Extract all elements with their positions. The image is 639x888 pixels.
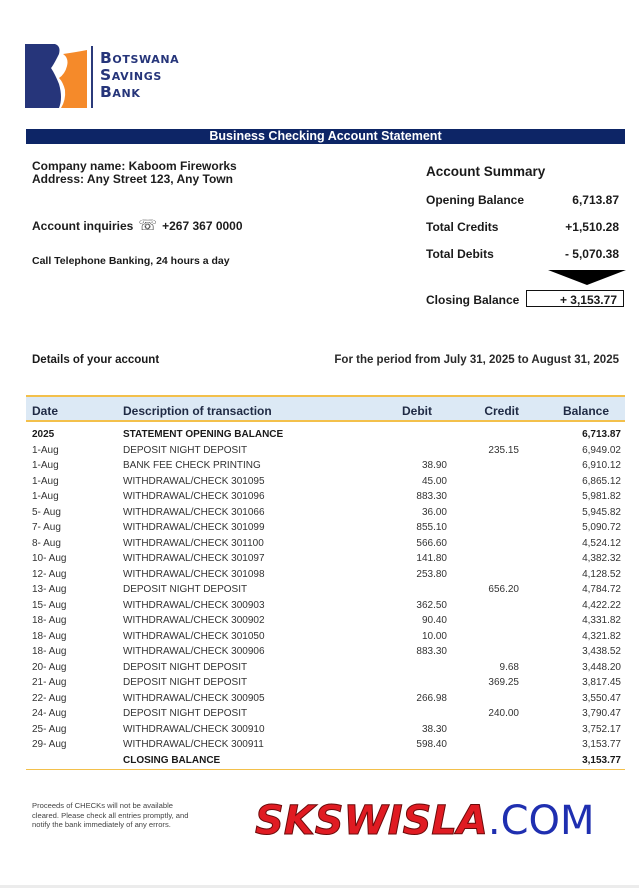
table-row: [26, 582, 625, 598]
cell-date: 1-Aug: [32, 460, 59, 471]
table-row: [26, 598, 625, 614]
cell-balance: 5,981.82: [582, 491, 621, 502]
cell-date: 2025: [32, 429, 55, 440]
bank-logo-mark-icon: [25, 44, 89, 110]
cell-balance: 3,752.17: [582, 723, 621, 735]
table-row: [26, 691, 625, 707]
cell-debit: 38.90: [421, 460, 447, 471]
bank-name: [100, 50, 179, 101]
header-credit: Credit: [484, 404, 519, 418]
cell-date: 22- Aug: [32, 692, 67, 704]
cell-date: 8- Aug: [32, 537, 61, 549]
cell-balance: 3,817.45: [582, 677, 621, 688]
table-row: [26, 443, 625, 459]
cell-date: 25- Aug: [32, 723, 67, 735]
details-label: Details of your account: [32, 354, 160, 366]
table-row: [26, 505, 625, 521]
cell-debit: 90.40: [421, 615, 447, 626]
cell-date: 29- Aug: [32, 739, 67, 750]
cell-description: WITHDRAWAL/CHECK 301050: [123, 630, 265, 642]
table-row: [26, 427, 625, 443]
bank-name-line: Savings: [100, 66, 162, 84]
cell-debit: 362.50: [416, 599, 447, 611]
cell-debit: 141.80: [416, 553, 447, 564]
cell-description: BANK FEE CHECK PRINTING: [123, 460, 261, 471]
cell-balance: 4,331.82: [582, 615, 621, 626]
cell-balance: 4,128.52: [582, 568, 621, 580]
cell-description: WITHDRAWAL/CHECK 300911: [123, 739, 264, 750]
table-row: [26, 753, 625, 769]
total-debits-label: Total Debits: [426, 247, 494, 261]
closing-balance-label: Closing Balance: [426, 293, 520, 307]
telephone-banking-note: Call Telephone Banking, 24 hours a day: [32, 255, 230, 267]
table-row: [26, 458, 625, 474]
cell-balance: 6,910.12: [582, 460, 621, 471]
cell-credit: 369.25: [488, 677, 519, 688]
cell-balance: 5,945.82: [582, 506, 621, 518]
cell-credit: 656.20: [488, 584, 519, 595]
cell-description: WITHDRAWAL/CHECK 300906: [123, 646, 265, 657]
cell-balance: 3,438.52: [582, 646, 621, 657]
cell-description: DEPOSIT NIGHT DEPOSIT: [123, 708, 248, 719]
cell-description: WITHDRAWAL/CHECK 300910: [123, 723, 265, 735]
cell-balance: 3,448.20: [582, 661, 621, 673]
cell-date: 12- Aug: [32, 568, 67, 580]
cell-credit: 235.15: [488, 444, 519, 456]
cell-description: WITHDRAWAL/CHECK 300905: [123, 692, 265, 704]
cell-credit: 9.68: [499, 661, 519, 673]
company-name: Company name: Kaboom Fireworks: [32, 159, 237, 173]
cell-description: WITHDRAWAL/CHECK 301066: [123, 506, 265, 518]
bank-name-line: Botswana: [100, 49, 180, 67]
cell-balance: 4,382.32: [582, 553, 621, 564]
table-row: [26, 474, 625, 490]
table-bottom-rule: [26, 769, 625, 770]
cell-balance: 4,784.72: [582, 584, 621, 595]
cell-balance: 4,422.22: [582, 599, 621, 611]
logo-divider: [91, 46, 93, 108]
footer-note-line: notify the bank immediately of any errors.: [32, 820, 171, 829]
cell-date: 15- Aug: [32, 599, 67, 611]
cell-debit: 45.00: [421, 475, 447, 487]
total-credits-value: +1,510.28: [565, 220, 619, 234]
inquiries-label: Account inquiries: [32, 219, 134, 233]
table-row: [26, 520, 625, 536]
cell-description: WITHDRAWAL/CHECK 301097: [123, 553, 265, 564]
cell-date: 18- Aug: [32, 630, 67, 642]
cell-balance: 6,713.87: [582, 429, 621, 440]
cell-debit: 266.98: [416, 692, 447, 704]
cell-description: WITHDRAWAL/CHECK 301100: [123, 537, 264, 549]
bank-name-line: Bank: [100, 83, 141, 101]
cell-debit: 36.00: [421, 506, 447, 518]
cell-date: 1-Aug: [32, 475, 59, 487]
opening-balance-label: Opening Balance: [426, 193, 525, 207]
cell-date: 5- Aug: [32, 506, 61, 518]
cell-debit: 566.60: [416, 537, 447, 549]
table-row: [26, 706, 625, 722]
cell-description: STATEMENT OPENING BALANCE: [123, 429, 284, 440]
cell-balance: 3,153.77: [582, 754, 621, 766]
cell-description: DEPOSIT NIGHT DEPOSIT: [123, 677, 248, 688]
table-row: [26, 722, 625, 738]
watermark: [255, 798, 595, 844]
phone-number[interactable]: +267 367 0000: [162, 219, 243, 233]
cell-description: WITHDRAWAL/CHECK 301099: [123, 522, 265, 533]
cell-date: 18- Aug: [32, 615, 67, 626]
footer-note-line: cleared. Please check all entries promptly, and: [32, 810, 189, 820]
cell-date: 10- Aug: [32, 553, 67, 564]
table-row: [26, 737, 625, 753]
cell-description: DEPOSIT NIGHT DEPOSIT: [123, 661, 248, 673]
statement-title: Business Checking Account Statement: [26, 129, 625, 144]
cell-date: 7- Aug: [32, 522, 61, 533]
down-arrow-icon: [548, 270, 626, 285]
cell-description: WITHDRAWAL/CHECK 301095: [123, 475, 265, 487]
header-balance: Balance: [562, 404, 609, 418]
statement-period: For the period from July 31, 2025 to August 31, 2025: [334, 354, 619, 366]
cell-description: WITHDRAWAL/CHECK 300903: [123, 599, 265, 611]
cell-balance: 6,949.02: [582, 444, 621, 456]
watermark-suffix: .COM: [487, 798, 595, 844]
cell-date: 18- Aug: [32, 646, 67, 657]
table-row: [26, 489, 625, 505]
opening-balance-value: 6,713.87: [572, 193, 619, 207]
table-row: [26, 675, 625, 691]
cell-debit: 855.10: [416, 522, 447, 533]
cell-description: DEPOSIT NIGHT DEPOSIT: [123, 584, 248, 595]
cell-description: WITHDRAWAL/CHECK 301098: [123, 568, 265, 580]
account-inquiries: [32, 219, 243, 233]
bank-logo: [25, 44, 215, 110]
cell-balance: 3,550.47: [582, 692, 621, 704]
table-row: [26, 567, 625, 583]
table-row: [26, 536, 625, 552]
table-row: [26, 644, 625, 660]
footer-note-line: Proceeds of CHECKs will not be available: [32, 801, 173, 810]
transactions-table: [26, 395, 625, 770]
header-description: Description of transaction: [123, 404, 272, 418]
account-summary-title: Account Summary: [426, 164, 546, 179]
total-credits-label: Total Credits: [426, 220, 499, 234]
cell-credit: 240.00: [488, 708, 519, 719]
telephone-icon: ☏: [138, 217, 158, 234]
cell-balance: 4,524.12: [582, 537, 621, 549]
cell-debit: 883.30: [416, 491, 447, 502]
cell-date: 1-Aug: [32, 444, 59, 456]
cell-balance: 4,321.82: [582, 630, 621, 642]
cell-debit: 253.80: [416, 568, 447, 580]
table-row: [26, 613, 625, 629]
cell-debit: 598.40: [416, 739, 447, 750]
table-row: [26, 551, 625, 567]
table-row: [26, 629, 625, 645]
cell-date: 21- Aug: [32, 677, 67, 688]
cell-debit: 38.30: [421, 723, 447, 735]
cell-description: WITHDRAWAL/CHECK 300902: [123, 615, 265, 626]
cell-date: 13- Aug: [32, 584, 67, 595]
watermark-main: SKSWISLA: [255, 798, 488, 844]
closing-balance-value: + 3,153.77: [559, 293, 617, 307]
header-date: Date: [32, 404, 59, 418]
cell-description: WITHDRAWAL/CHECK 301096: [123, 491, 265, 502]
table-row: [26, 660, 625, 676]
cell-balance: 5,090.72: [582, 522, 621, 533]
table-body: [26, 422, 625, 768]
cell-debit: 883.30: [416, 646, 447, 657]
footer-note: [32, 801, 232, 830]
cell-date: 20- Aug: [32, 661, 67, 673]
cell-description: DEPOSIT NIGHT DEPOSIT: [123, 444, 248, 456]
cell-description: CLOSING BALANCE: [123, 754, 221, 766]
cell-date: 1-Aug: [32, 491, 59, 502]
cell-balance: 6,865.12: [582, 475, 621, 487]
header-debit: Debit: [402, 404, 432, 418]
total-debits-value: - 5,070.38: [564, 247, 619, 261]
cell-debit: 10.00: [421, 630, 447, 642]
company-address: Address: Any Street 123, Any Town: [32, 172, 233, 186]
cell-date: 24- Aug: [32, 708, 67, 719]
cell-balance: 3,790.47: [582, 708, 621, 719]
table-header: [26, 395, 625, 422]
cell-balance: 3,153.77: [582, 739, 621, 750]
